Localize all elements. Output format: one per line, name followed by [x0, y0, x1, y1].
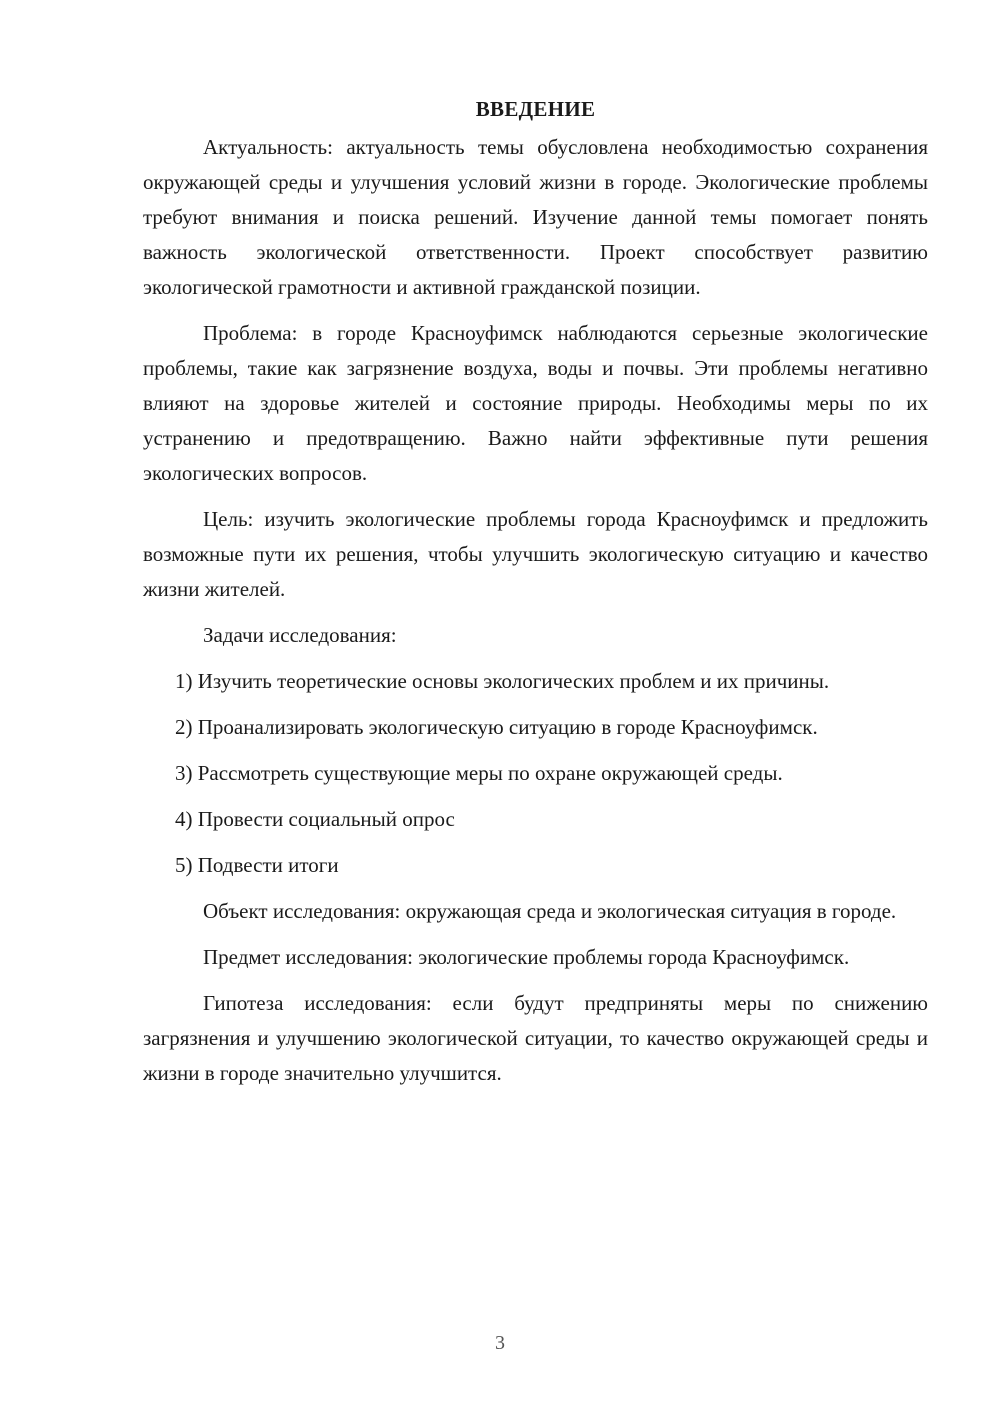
section-title: ВВЕДЕНИЕ [475, 97, 596, 121]
task-item-5: 5) Подвести итоги [175, 853, 339, 877]
page-number: 3 [495, 1332, 505, 1354]
paragraph-hypothesis: Гипотеза исследования: если будут предприняты меры по снижению загрязнения и улучшению экологической ситуации, то качество окружающей среды и жизни в городе значительно улучшится. [143, 991, 928, 1085]
task-item-3: 3) Рассмотреть существующие меры по охране окружающей среды. [175, 761, 783, 785]
task-item-4: 4) Провести социальный опрос [175, 807, 455, 831]
paragraph-problem: Проблема: в городе Красноуфимск наблюдаются серьезные экологические проблемы, такие как загрязнение воздуха, воды и почвы. Эти проблемы негативно влияют на здоровье жителей и состояние природы. Необходимы меры по их устранению и предотвращению. Важно найти эффективные пути решения экологических вопросов. [143, 321, 928, 485]
paragraph-relevance: Актуальность: актуальность темы обусловлена необходимостью сохранения окружающей среды и улучшения условий жизни в городе. Экологические проблемы требуют внимания и поиска решений. Изучение данной темы помогает понять важность экологической ответственности. Проект способствует развитию экологической грамотности и активной гражданской позиции. [143, 135, 928, 299]
paragraph-goal: Цель: изучить экологические проблемы города Красноуфимск и предложить возможные пути их решения, чтобы улучшить экологическую ситуацию и качество жизни жителей. [143, 507, 928, 601]
paragraph-subject: Предмет исследования: экологические проблемы города Красноуфимск. [203, 945, 850, 969]
task-item-2: 2) Проанализировать экологическую ситуацию в городе Красноуфимск. [175, 715, 818, 739]
paragraph-tasks-heading: Задачи исследования: [203, 623, 397, 647]
page-content [143, 92, 928, 1102]
paragraph-object: Объект исследования: окружающая среда и экологическая ситуация в городе. [203, 899, 897, 923]
task-item-1: 1) Изучить теоретические основы экологических проблем и их причины. [175, 669, 830, 693]
